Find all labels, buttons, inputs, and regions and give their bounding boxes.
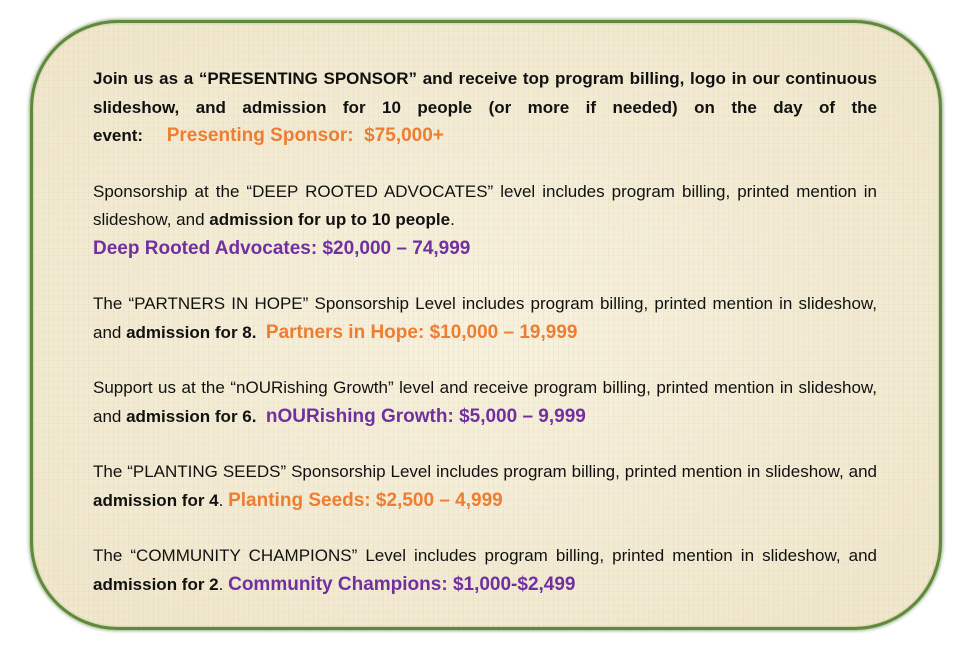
partners-in-hope-tier: Partners in Hope: $10,000 – 19,999 — [265, 321, 578, 343]
nourishing-growth-admission: admission for 6. — [126, 406, 257, 426]
nourishing-growth-tier: nOURishing Growth: $5,000 – 9,999 — [265, 405, 586, 427]
partners-in-hope-text: The “PARTNERS IN HOPE” Sponsorship Level includes program billing, printed mention in slideshow, and — [93, 294, 877, 342]
community-champions-description — [93, 542, 877, 599]
deep-rooted-advocates-text: Sponsorship at the “DEEP ROOTED ADVOCATES” level includes program billing, printed mention in slideshow, and — [93, 181, 877, 229]
partners-in-hope-admission: admission for 8 — [126, 322, 252, 342]
deep-rooted-advocates-end: . — [450, 210, 455, 229]
planting-seeds-end: . — [218, 490, 224, 510]
partners-in-hope-description — [93, 290, 877, 347]
partners-in-hope-end: . — [251, 322, 257, 342]
community-champions-end: . — [218, 574, 224, 594]
community-champions-admission: admission for 2 — [93, 574, 219, 594]
presenting-sponsor-tier: Presenting Sponsor: $75,000+ — [166, 125, 444, 146]
deep-rooted-advocates-tier: Deep Rooted Advocates: $20,000 – 74,999 — [93, 237, 471, 259]
sponsorship-card — [30, 20, 942, 630]
nourishing-growth-description — [93, 374, 877, 431]
community-champions-text: The “COMMUNITY CHAMPIONS” Level includes program billing, printed mention in slideshow, and — [93, 546, 877, 565]
deep-rooted-advocates-description — [93, 178, 877, 264]
planting-seeds-description — [93, 458, 877, 515]
planting-seeds-text: The “PLANTING SEEDS” Sponsorship Level includes program billing, printed mention in slideshow, and — [93, 462, 877, 481]
deep-rooted-advocates-admission: admission for up to 10 people — [209, 210, 451, 229]
sponsorship-list — [93, 65, 877, 626]
planting-seeds-tier: Planting Seeds: $2,500 – 4,999 — [228, 489, 503, 511]
nourishing-growth-text: Support us at the “nOURishing Growth” level and receive program billing, printed mention in slideshow, and — [93, 378, 877, 426]
community-champions-tier: Community Champions: $1,000-$2,499 — [228, 573, 576, 595]
presenting-sponsor-text: Join us as a “PRESENTING SPONSOR” and receive top program billing, logo in our continuous slideshow, and admission for 10 people (or more if needed) on the day of the event: — [93, 69, 877, 145]
planting-seeds-admission: admission for 4 — [93, 490, 219, 510]
presenting-sponsor-description — [93, 65, 877, 151]
